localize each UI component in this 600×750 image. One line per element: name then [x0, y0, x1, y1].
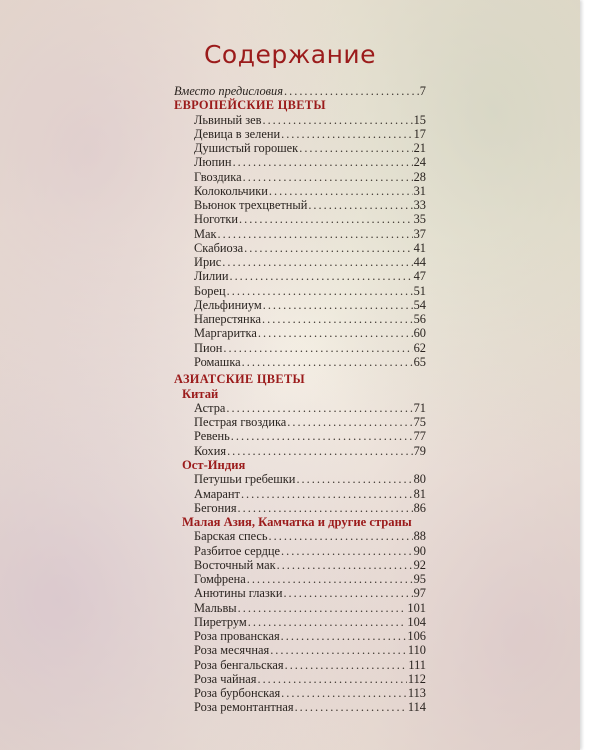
dot-leader [239, 212, 413, 227]
dot-leader [277, 558, 413, 573]
east-india-entries [174, 472, 426, 515]
toc-entry [174, 487, 426, 501]
dot-leader [287, 415, 412, 430]
toc-entry [174, 170, 426, 184]
dot-leader [281, 629, 407, 644]
toc-entry-page: 92 [413, 557, 426, 572]
toc-entry-page: 15 [413, 112, 426, 127]
toc-entry-page: 47 [413, 269, 426, 284]
toc-entry [174, 601, 426, 615]
table-of-contents [174, 84, 426, 715]
toc-entry-page: 75 [413, 415, 426, 430]
dot-leader [238, 601, 407, 616]
dot-leader [295, 700, 407, 715]
toc-entry [174, 355, 426, 369]
dot-leader [223, 341, 412, 356]
toc-entry-page: 111 [408, 657, 426, 672]
toc-entry-label: Маргаритка [194, 326, 257, 341]
toc-entry [174, 341, 426, 355]
dot-leader [281, 127, 413, 142]
toc-entry-label: Наперстянка [194, 312, 262, 327]
toc-entry-label: Астра [194, 400, 226, 415]
dot-leader [226, 401, 412, 416]
toc-entry-label: Душистый горошек [194, 141, 299, 156]
dot-leader [229, 269, 412, 284]
dot-leader [262, 312, 413, 327]
toc-entry-label: Мак [194, 226, 217, 241]
dot-leader [270, 643, 407, 658]
toc-entry-label: Разбитое сердце [194, 543, 281, 558]
toc-entry-label: Восточный мак [194, 557, 276, 572]
dot-leader [222, 255, 412, 270]
toc-entry-page: 81 [413, 486, 426, 501]
toc-entry [174, 629, 426, 643]
toc-entry-page: 113 [407, 686, 426, 701]
toc-entry-page: 44 [413, 255, 426, 270]
toc-entry-page: 114 [407, 700, 426, 715]
toc-entry-label: Роза месячная [194, 643, 270, 658]
toc-entry-label: Ревень [194, 429, 230, 444]
toc-entry [174, 198, 426, 212]
dot-leader [258, 326, 413, 341]
toc-entry-page: 65 [413, 354, 426, 369]
toc-entry [174, 113, 426, 127]
toc-entry-page: 112 [407, 671, 426, 686]
toc-entry-label: Бегония [194, 500, 237, 515]
toc-entry-page: 90 [413, 543, 426, 558]
toc-entry-label: Дельфиниум [194, 297, 262, 312]
china-entries [174, 401, 426, 458]
toc-entry-label: Ромашка [194, 354, 241, 369]
toc-entry-page: 21 [413, 141, 426, 156]
toc-entry [174, 444, 426, 458]
toc-entry-page: 80 [413, 472, 426, 487]
toc-entry-page: 106 [407, 629, 426, 644]
dot-leader [238, 501, 413, 516]
toc-entry-page: 28 [413, 169, 426, 184]
toc-entry-page: 35 [413, 212, 426, 227]
section-heading-european: ЕВРОПЕЙСКИЕ ЦВЕТЫ [174, 98, 326, 113]
toc-entry [174, 212, 426, 226]
toc-entry-label: Пиретрум [194, 614, 247, 629]
toc-entry [174, 672, 426, 686]
toc-entry-label: Петушьи гребешки [194, 472, 296, 487]
toc-entry-page: 24 [413, 155, 426, 170]
dot-leader [299, 141, 412, 156]
dot-leader [233, 155, 413, 170]
toc-entry-page: 51 [413, 283, 426, 298]
toc-entry-page: 17 [413, 126, 426, 141]
toc-entry [174, 312, 426, 326]
toc-entry-page: 37 [413, 226, 426, 241]
asia-minor-entries [174, 529, 426, 714]
toc-entry-page: 95 [413, 572, 426, 587]
dot-leader [281, 686, 407, 701]
toc-entry-label: Барская спесь [194, 529, 268, 544]
dot-leader [241, 487, 413, 502]
toc-entry-page: 97 [413, 586, 426, 601]
toc-entry-label: Вьюнок трехцветный [194, 198, 308, 213]
toc-entry-label: Роза прованская [194, 629, 280, 644]
toc-entry-label: Колокольчики [194, 183, 268, 198]
toc-entry [174, 501, 426, 515]
toc-entry [174, 415, 426, 429]
dot-leader [308, 198, 412, 213]
dot-leader [244, 241, 412, 256]
dot-leader [231, 429, 413, 444]
toc-entry-label: Роза ремонтантная [194, 700, 294, 715]
dot-leader [263, 298, 413, 313]
toc-entry [174, 141, 426, 155]
dot-leader [284, 84, 419, 99]
toc-entry [174, 255, 426, 269]
toc-entry [174, 401, 426, 415]
toc-entry-page: 77 [413, 429, 426, 444]
toc-entry [174, 241, 426, 255]
toc-entry [174, 700, 426, 714]
toc-entry-label: Люпин [194, 155, 232, 170]
toc-entry [174, 227, 426, 241]
toc-entry-label: Борец [194, 283, 226, 298]
toc-entry-page: 88 [413, 529, 426, 544]
toc-entry-label: Анютины глазки [194, 586, 283, 601]
toc-entry-page: 101 [407, 600, 426, 615]
toc-entry-page: 54 [413, 297, 426, 312]
toc-entry-label: Ирис [194, 255, 222, 270]
toc-entry-label: Лилии [194, 269, 229, 284]
toc-entry-label: Гвоздика [194, 169, 242, 184]
toc-entry-page: 71 [413, 400, 426, 415]
toc-entry [174, 472, 426, 486]
toc-entry-label: Девица в зелени [194, 126, 281, 141]
toc-entry-page: 110 [407, 643, 426, 658]
toc-entry-label: Кохия [194, 443, 227, 458]
dot-leader [296, 472, 412, 487]
toc-entry-page: 60 [413, 326, 426, 341]
page-title: Содержание [203, 40, 377, 69]
dot-leader [242, 355, 413, 370]
toc-entry [174, 184, 426, 198]
dot-leader [247, 572, 413, 587]
toc-entry [174, 269, 426, 283]
toc-entry-page: 7 [419, 84, 426, 98]
toc-entry-page: 33 [413, 198, 426, 213]
toc-entry-page: 31 [413, 183, 426, 198]
toc-entry-label: Вместо предисловия [174, 84, 284, 98]
dot-leader [257, 672, 406, 687]
toc-entry [174, 127, 426, 141]
toc-entry-page: 104 [407, 614, 426, 629]
toc-entry-page: 62 [413, 340, 426, 355]
toc-entry [174, 544, 426, 558]
toc-entry [174, 284, 426, 298]
european-entries [174, 113, 426, 370]
section-heading-asian: АЗИАТСКИЕ ЦВЕТЫ [174, 372, 305, 387]
toc-entry [174, 615, 426, 629]
toc-entry-page: 41 [413, 240, 426, 255]
dot-leader [269, 184, 413, 199]
toc-entry-label: Роза бенгальская [194, 657, 284, 672]
toc-entry [174, 658, 426, 672]
dot-leader [281, 544, 413, 559]
toc-entry-label: Ноготки [194, 212, 239, 227]
subsection-heading-china: Китай [182, 386, 219, 401]
toc-entry [174, 429, 426, 443]
dot-leader [227, 284, 413, 299]
subsection-heading-asia-minor: Малая Азия, Камчатка и другие страны [182, 515, 412, 530]
dot-leader [248, 615, 407, 630]
toc-entry [174, 529, 426, 543]
toc-entry-label: Роза чайная [194, 671, 257, 686]
dot-leader [283, 586, 412, 601]
toc-entry-preface [174, 84, 426, 98]
toc-entry-label: Скабиоза [194, 240, 244, 255]
toc-entry [174, 572, 426, 586]
toc-entry-page: 56 [413, 312, 426, 327]
toc-entry-page: 79 [413, 443, 426, 458]
toc-entry-label: Мальвы [194, 600, 237, 615]
toc-entry [174, 155, 426, 169]
subsection-heading-east-india: Ост-Индия [182, 457, 246, 472]
toc-entry [174, 643, 426, 657]
dot-leader [218, 227, 413, 242]
dot-leader [227, 444, 413, 459]
toc-entry-label: Пион [194, 340, 223, 355]
toc-entry-label: Львиный зев [194, 112, 262, 127]
toc-entry [174, 586, 426, 600]
toc-entry [174, 326, 426, 340]
toc-entry-label: Пестрая гвоздика [194, 415, 287, 430]
dot-leader [243, 170, 413, 185]
toc-entry-label: Роза бурбонская [194, 686, 281, 701]
toc-entry [174, 298, 426, 312]
toc-entry-page: 86 [413, 500, 426, 515]
toc-entry-label: Амарант [194, 486, 240, 501]
dot-leader [262, 113, 412, 128]
dot-leader [285, 658, 408, 673]
toc-entry [174, 558, 426, 572]
toc-entry-label: Гомфрена [194, 572, 246, 587]
dot-leader [269, 529, 413, 544]
toc-entry [174, 686, 426, 700]
